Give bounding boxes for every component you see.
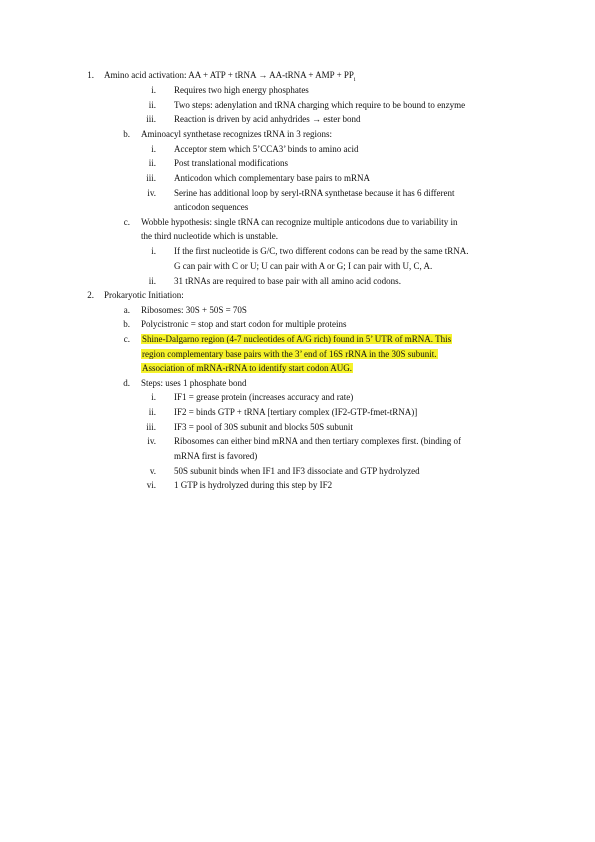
item-marker: ii. <box>148 100 156 110</box>
list-item: 50S subunit binds when IF1 and IF3 dissociate and GTP hydrolyzed <box>174 466 420 476</box>
item-marker: c. <box>123 334 130 344</box>
item-marker: c. <box>123 217 130 227</box>
list-item: Anticodon which complementary base pairs to mRNA <box>174 173 370 183</box>
list-item: Ribosomes can either bind mRNA and then tertiary complexes first. (binding of <box>174 436 461 446</box>
item-marker: iv. <box>147 188 156 198</box>
highlighted-text: Shine-Dalgarno region (4-7 nucleotides of A/G rich) found in 5’ UTR of mRNA. This <box>142 334 452 344</box>
section-title: Prokaryotic Initiation: <box>104 290 184 300</box>
list-item: Post translational modifications <box>174 158 288 168</box>
list-item: Ribosomes: 30S + 50S = 70S <box>141 305 247 315</box>
item-marker: iii. <box>146 173 156 183</box>
item-marker: d. <box>123 378 130 388</box>
list-item: Reaction is driven by acid anhydrides → ester bond <box>174 114 361 124</box>
highlighted-text: region complementary base pairs with the 3’ end of 16S rRNA in the 30S subunit. <box>142 349 437 359</box>
item-marker: ii. <box>148 158 156 168</box>
highlighted-text: Association of mRNA-rRNA to identify start codon AUG. <box>142 363 352 373</box>
list-item: Two steps: adenylation and tRNA charging which require to be bound to enzyme <box>174 100 466 110</box>
subscript: i <box>353 76 356 83</box>
list-item-continuation: anticodon sequences <box>174 202 249 212</box>
item-marker: iii. <box>146 114 156 124</box>
list-item: Requires two high energy phosphates <box>174 85 309 95</box>
item-marker: i. <box>151 392 156 402</box>
item-marker: ii. <box>148 276 156 286</box>
item-marker: iv. <box>147 436 156 446</box>
list-item: Steps: uses 1 phosphate bond <box>141 378 247 388</box>
equation-text: Amino acid activation: AA + ATP + tRNA → AA-tRNA + AMP + PP <box>104 70 354 80</box>
list-item: 31 tRNAs are required to base pair with all amino acid codons. <box>174 276 401 286</box>
item-marker: ii. <box>148 407 156 417</box>
item-marker: i. <box>151 85 156 95</box>
list-item: Serine has additional loop by seryl-tRNA synthetase because it has 6 different <box>174 188 455 198</box>
item-marker: a. <box>123 305 130 315</box>
section-number: 2. <box>87 290 94 300</box>
list-item-continuation: mRNA first is favored) <box>174 451 258 461</box>
item-marker: iii. <box>146 422 156 432</box>
list-item: IF3 = pool of 30S subunit and blocks 50S subunit <box>174 422 353 432</box>
item-marker: v. <box>149 466 156 476</box>
item-marker: b. <box>123 129 130 139</box>
item-marker: b. <box>123 319 130 329</box>
list-item: 1 GTP is hydrolyzed during this step by IF2 <box>174 480 333 490</box>
item-marker: i. <box>151 144 156 154</box>
list-item-continuation: G can pair with C or U; U can pair with A or G; I can pair with U, C, A. <box>174 261 433 271</box>
list-item-continuation: the third nucleotide which is unstable. <box>141 231 278 241</box>
highlighted-item-continuation <box>141 349 438 360</box>
list-item: Aminoacyl synthetase recognizes tRNA in 3 regions: <box>141 129 332 139</box>
item-marker: vi. <box>146 480 156 490</box>
list-item: Wobble hypothesis: single tRNA can recognize multiple anticodons due to variability in <box>141 217 458 227</box>
section-number: 1. <box>87 70 94 80</box>
list-item: Acceptor stem which 5’CCA3’ binds to amino acid <box>174 144 359 154</box>
list-item: Polycistronic = stop and start codon for multiple proteins <box>141 319 347 329</box>
highlighted-item <box>141 334 452 345</box>
highlighted-item-continuation <box>141 363 353 374</box>
list-item: IF2 = binds GTP + tRNA [tertiary complex (IF2-GTP-fmet-tRNA)] <box>174 407 418 417</box>
section-title <box>104 70 356 81</box>
list-item: IF1 = grease protein (increases accuracy and rate) <box>174 392 354 402</box>
item-marker: i. <box>151 246 156 256</box>
list-item: If the first nucleotide is G/C, two different codons can be read by the same tRNA. <box>174 246 469 256</box>
